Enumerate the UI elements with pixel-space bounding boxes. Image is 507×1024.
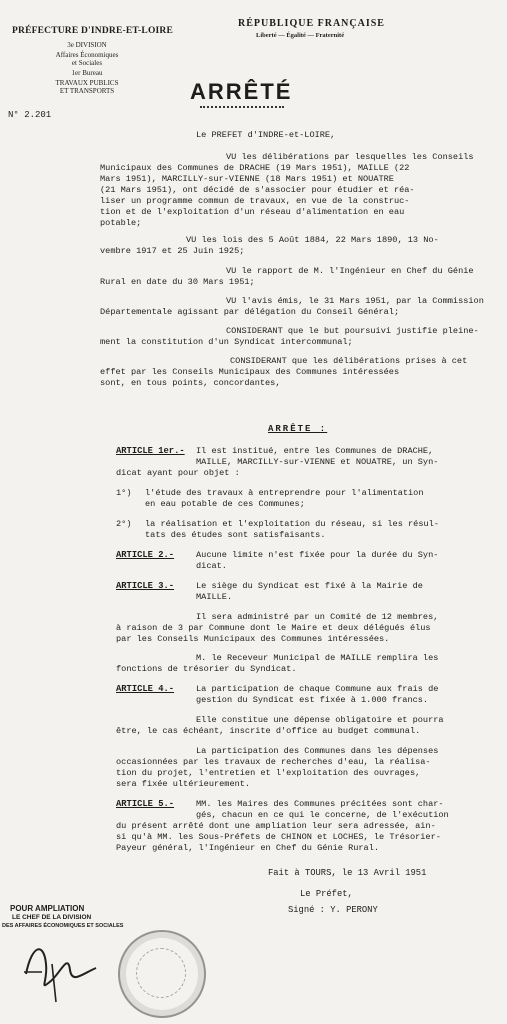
article-5-label: ARTICLE 5.- — [116, 799, 175, 809]
article-4-label: ARTICLE 4.- — [116, 684, 175, 694]
article-4-line: gestion du Syndicat est fixée à 1.000 francs. — [196, 695, 429, 705]
article-3-line: MAILLE. — [196, 592, 233, 602]
consid1-line: CONSIDERANT que le but poursuivi justifie pleine- — [226, 326, 479, 336]
bureau-label: 1er Bureau — [71, 69, 103, 77]
consid2-line: CONSIDERANT que les délibérations prises à cet — [230, 356, 468, 366]
chef-division-label: LE CHEF DE LA DIVISION — [12, 914, 92, 921]
article-1-line: dicat ayant pour objet : — [116, 468, 240, 478]
vu3-line: VU le rapport de M. l'Ingénieur en Chef du Génie — [226, 266, 474, 276]
prefet-label: Le Préfet, — [300, 889, 353, 899]
place-and-date: Fait à TOURS, le 13 Avril 1951 — [268, 868, 427, 878]
affaires-line-1: Affaires Économiques — [55, 51, 119, 59]
article-4-paragraph-2-line: Elle constitue une dépense obligatoire et pourra — [196, 715, 444, 725]
republique-title: RÉPUBLIQUE FRANÇAISE — [238, 18, 385, 29]
article-3-paragraph-3-line: M. le Receveur Municipal de MAILLE remplira les — [196, 653, 439, 663]
article-5-line: gés, chacun en ce qui le concerne, de l'exécution — [196, 810, 449, 820]
article-4-line: La participation de chaque Commune aux frais de — [196, 684, 439, 694]
vu1-line: liser un programme commun de travaux, en vue de la construc- — [100, 196, 410, 206]
intro-line: Le PREFET d'INDRE-et-LOIRE, — [196, 130, 336, 140]
vu4-line: Départementale agissant par délégation du Conseil Général; — [100, 307, 400, 317]
article-4-paragraph-3-line: occasionnées par les travaux de recherches d'eau, la réalisa- — [116, 757, 431, 767]
article-1-line: Il est institué, entre les Communes de DRACHE, — [196, 446, 434, 456]
article-3-paragraph-2-line: par les Conseils Municipaux des Communes intéressées. — [116, 634, 390, 644]
vu3-line: Rural en date du 30 Mars 1951; — [100, 277, 255, 287]
division-label: 3e DIVISION — [67, 41, 107, 49]
article-5-line: MM. les Maires des Communes précitées sont char- — [196, 799, 444, 809]
vu1-line: Municipaux des Communes de DRACHE (19 Mars 1951), MAILLE (22 — [100, 163, 410, 173]
ampliation-label: POUR AMPLIATION — [10, 904, 85, 913]
vu2-line: vembre 1917 et 25 Juin 1925; — [100, 246, 245, 256]
vu1-line: Mars 1951), MARCILLY-sur-VIENNE (18 Mars 1951) et NOUATRE — [100, 174, 394, 184]
article-1-line: MAILLE, MARCILLY-sur-VIENNE et NOUATRE, un Syn- — [196, 457, 439, 467]
article-2-line: Aucune limite n'est fixée pour la durée du Syn- — [196, 550, 439, 560]
article-3-paragraph-2-line: Il sera administré par un Comité de 12 membres, — [196, 612, 439, 622]
prefecture-seal — [118, 930, 206, 1018]
consid1-line: ment la constitution d'un Syndicat intercommunal; — [100, 337, 353, 347]
article-3-paragraph-2-line: à raison de 3 par Commune dont le Maire et deux délégués élus — [116, 623, 431, 633]
prefecture-title: PRÉFECTURE D'INDRE-ET-LOIRE — [12, 26, 174, 36]
reference-number: N° 2.201 — [8, 110, 52, 120]
travaux-line-1: TRAVAUX PUBLICS — [55, 79, 119, 87]
arrete-heading: ARRÊTE : — [268, 424, 328, 434]
vu1-line: tion et de l'exploitation d'un réseau d'alimentation en eau — [100, 207, 405, 217]
affaires-economiques-label: DES AFFAIRES ÉCONOMIQUES ET SOCIALES — [2, 923, 124, 929]
article-3-line: Le siège du Syndicat est fixé à la Mairie de — [196, 581, 423, 591]
vu1-line: VU les délibérations par lesquelles les Conseils — [226, 152, 474, 162]
article-3-label: ARTICLE 3.- — [116, 581, 175, 591]
article-1-item-2-line: la réalisation et l'exploitation du réseau, si les résul- — [145, 519, 439, 529]
article-1-item-1-line: en eau potable de ces Communes; — [145, 499, 305, 509]
article-1-label: ARTICLE 1er.- — [116, 446, 185, 456]
vu1-line: potable; — [100, 218, 142, 228]
title-underline — [200, 106, 284, 108]
article-5-line: Payeur général, l'Ingénieur en Chef du Génie Rural. — [116, 843, 380, 853]
article-4-paragraph-3-line: sera fixée ultérieurement. — [116, 779, 251, 789]
vu2-line: VU les lois des 5 Août 1884, 22 Mars 1890, 13 No- — [186, 235, 439, 245]
vu4-line: VU l'avis émis, le 31 Mars 1951, par la Commission — [226, 296, 484, 306]
consid2-line: effet par les Conseils Municipaux des Communes intéressées — [100, 367, 400, 377]
article-4-paragraph-3-line: tion du projet, l'entretien et l'exploitation des ouvrages, — [116, 768, 421, 778]
article-4-paragraph-2-line: être, le cas échéant, inscrite d'office au budget communal. — [116, 726, 421, 736]
article-2-label: ARTICLE 2.- — [116, 550, 175, 560]
article-5-line: du présent arrêté dont une ampliation leur sera adressée, ain- — [116, 821, 436, 831]
article-2-line: dicat. — [196, 561, 227, 571]
signed-line: Signé : Y. PERONY — [288, 905, 378, 915]
vu1-line: (21 Mars 1951), ont décidé de s'associer pour étudier et réa- — [100, 185, 415, 195]
affaires-line-2: et Sociales — [71, 59, 103, 67]
article-1-item-2-line: tats des études sont satisfaisants. — [145, 530, 326, 540]
article-1-item-1-number: 1°) — [116, 488, 132, 498]
travaux-line-2: ET TRANSPORTS — [59, 87, 115, 95]
seal-inner-ring — [136, 948, 186, 998]
article-1-item-1-line: l'étude des travaux à entreprendre pour l'alimentation — [145, 488, 424, 498]
article-3-paragraph-3-line: fonctions de trésorier du Syndicat. — [116, 664, 297, 674]
republique-motto: Liberté — Égalité — Fraternité — [256, 32, 345, 39]
article-5-line: si qu'à MM. les Sous-Préfets de CHINON et LOCHES, le Trésorier- — [116, 832, 441, 842]
document-title: ARRÊTÉ — [190, 79, 293, 104]
article-4-paragraph-3-line: La participation des Communes dans les dépenses — [196, 746, 439, 756]
consid2-line: sont, en tous points, concordantes, — [100, 378, 281, 388]
handwritten-signature — [22, 934, 102, 1004]
article-1-item-2-number: 2°) — [116, 519, 132, 529]
